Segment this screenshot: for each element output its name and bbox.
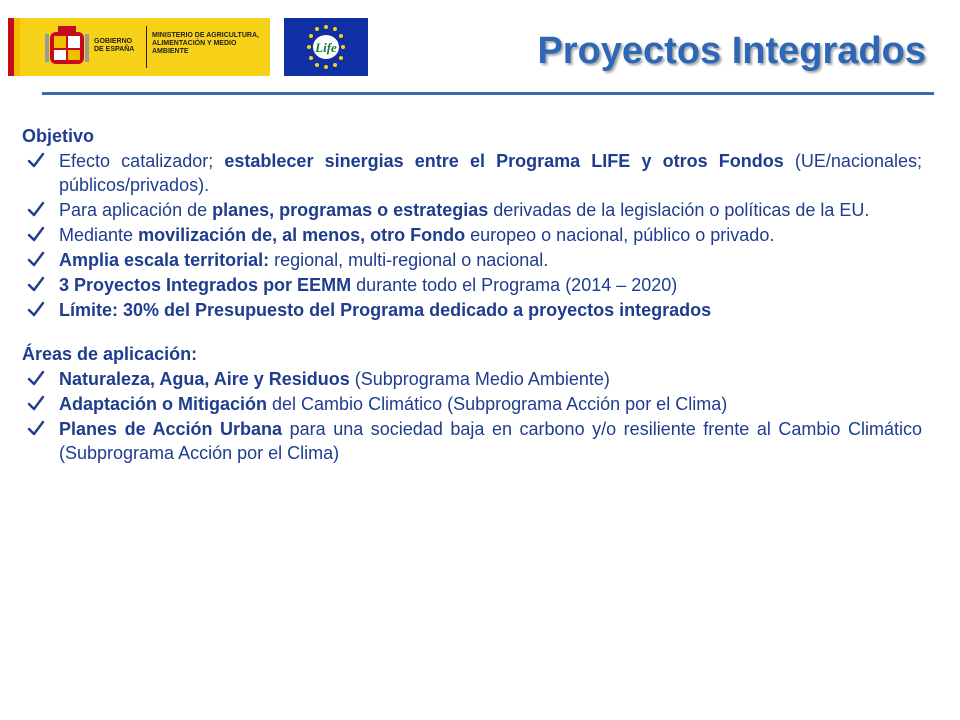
ministry-text: MINISTERIO DE AGRICULTURA, ALIMENTACIÓN Y MEDIO AMBIENTE	[152, 32, 259, 55]
gov-line-1: GOBIERNO	[94, 38, 133, 45]
plain-text: derivadas de la legislación o políticas de la EU.	[488, 200, 870, 220]
checkmark-icon	[26, 274, 46, 294]
bold-text: 3 Proyectos Integrados por EEMM	[59, 275, 352, 295]
areas-list	[22, 367, 922, 465]
areas-heading: Áreas de aplicación:	[22, 344, 198, 364]
coat-of-arms-icon	[44, 24, 90, 70]
plain-text: regional, multi-regional o nacional.	[269, 250, 549, 270]
checkmark-icon	[26, 418, 46, 438]
bold-text: Amplia escala territorial:	[59, 250, 270, 270]
checkmark-icon	[26, 393, 46, 413]
plain-text: Efecto catalizador;	[59, 151, 225, 171]
bold-text: establecer sinergias entre el Programa LIFE y otros Fondos	[224, 151, 784, 171]
objetivo-item	[22, 298, 922, 322]
bold-text: Naturaleza, Agua, Aire y Residuos	[59, 369, 350, 389]
bold-text: movilización de, al menos, otro Fondo	[138, 225, 466, 245]
objetivo-item	[22, 248, 922, 272]
objetivo-item	[22, 273, 922, 297]
objetivo-list	[22, 149, 922, 322]
objetivo-item	[22, 223, 922, 247]
plain-text: durante todo el Programa (2014 – 2020)	[351, 275, 678, 295]
areas-item	[22, 417, 922, 465]
eu-stars-icon	[284, 18, 368, 76]
bold-text: Límite: 30% del Presupuesto del Programa dedicado a proyectos integrados	[59, 300, 712, 320]
flag-stripe-yellow	[14, 18, 20, 76]
areas-item	[22, 392, 922, 416]
plain-text: europeo o nacional, público o privado.	[465, 225, 775, 245]
objetivo-item	[22, 149, 922, 197]
checkmark-icon	[26, 224, 46, 244]
checkmark-icon	[26, 299, 46, 319]
bold-text: Adaptación o Mitigación	[59, 394, 268, 414]
plain-text: (UE/nacionales; públicos/privados).	[59, 151, 922, 195]
gobierno-logo	[8, 18, 270, 76]
life-logo	[284, 18, 368, 76]
plain-text: para una sociedad baja en carbono y/o resiliente frente al Cambio Climático (Subprograma Acción por el Clima)	[59, 419, 922, 463]
bold-text: Planes de Acción Urbana	[59, 419, 283, 439]
plain-text: (Subprograma Medio Ambiente)	[349, 369, 610, 389]
title-underline	[42, 92, 934, 95]
logo-separator	[146, 26, 147, 68]
plain-text: Para aplicación de	[59, 200, 213, 220]
gov-text	[94, 38, 144, 54]
objetivo-item	[22, 198, 922, 222]
checkmark-icon	[26, 368, 46, 388]
checkmark-icon	[26, 249, 46, 269]
bold-text: planes, programas o estrategias	[212, 200, 489, 220]
gov-line-2: DE ESPAÑA	[94, 46, 135, 53]
slide-content	[22, 126, 922, 466]
plain-text: Mediante	[59, 225, 139, 245]
plain-text: del Cambio Climático (Subprograma Acción por el Clima)	[267, 394, 728, 414]
checkmark-icon	[26, 150, 46, 170]
life-logo-text: Life	[315, 40, 337, 55]
areas-item	[22, 367, 922, 391]
objetivo-heading: Objetivo	[22, 126, 95, 146]
page-title: Proyectos Integrados	[537, 30, 926, 72]
checkmark-icon	[26, 199, 46, 219]
